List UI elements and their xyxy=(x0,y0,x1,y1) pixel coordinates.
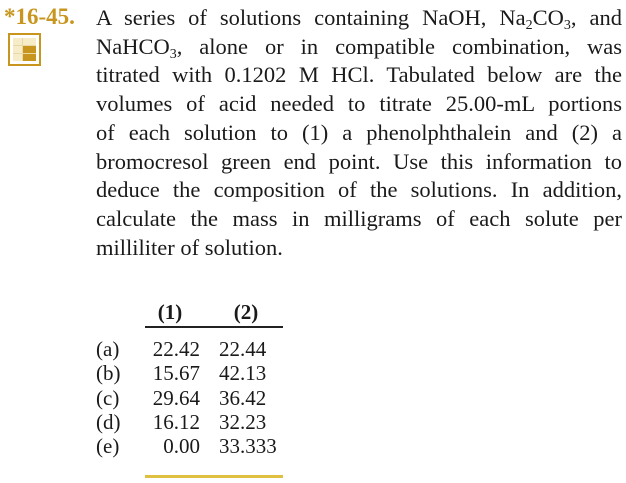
cell-v1: 0.00 xyxy=(163,434,200,459)
text-line: bromocresol green end point. Use this information to xyxy=(96,148,622,174)
text-line: volumes of acid needed to titrate 25.00-mL portions xyxy=(96,91,622,117)
text-line: of each solution to (1) a phenolphthalein and (2) a xyxy=(96,119,622,145)
cell-v2: 36.42 xyxy=(219,385,267,410)
text-line: A series of solutions containing NaOH, $Na_2CO_3$, and xyxy=(96,5,622,33)
table-bottom-rule xyxy=(145,475,283,478)
cell-v2: 32.23 xyxy=(219,409,267,434)
cell-label: (e) xyxy=(96,434,120,459)
cell-v1: 29.64 xyxy=(152,385,200,410)
cell-label: (b) xyxy=(96,361,121,386)
column-header-2: (2) xyxy=(233,300,259,324)
cell-v1: 15.67 xyxy=(152,361,200,386)
cell-v2: 22.44 xyxy=(219,337,267,361)
column-header-1: (1) xyxy=(157,300,183,324)
cell-v1: 22.42 xyxy=(152,337,200,361)
table-row xyxy=(96,386,296,410)
text-line: milliliter of solution. xyxy=(96,234,283,260)
spreadsheet-icon[interactable] xyxy=(8,33,41,66)
text-line: calculate the mass in milligrams of each solute per xyxy=(96,205,622,231)
table-row xyxy=(96,410,296,434)
cell-label: (d) xyxy=(96,409,121,434)
cell-v2: 42.13 xyxy=(219,361,267,386)
table-row xyxy=(96,434,296,458)
table-row xyxy=(96,361,296,385)
text-line: NaHCO$_3$, alone or in compatible combination, was xyxy=(96,33,622,62)
cell-label: (c) xyxy=(96,385,120,410)
cell-label: (a) xyxy=(96,337,120,361)
cell-v1: 16.12 xyxy=(152,409,200,434)
text-line: titrated with 0.1202 M HCl. Tabulated below are the xyxy=(96,62,622,88)
header-rule xyxy=(145,326,283,328)
table-row xyxy=(96,337,296,361)
problem-text xyxy=(96,4,622,262)
text-line: deduce the composition of the solutions. In addition, xyxy=(96,177,622,203)
cell-v2: 33.333 xyxy=(219,434,277,459)
problem-number: *16-45. xyxy=(4,4,75,29)
